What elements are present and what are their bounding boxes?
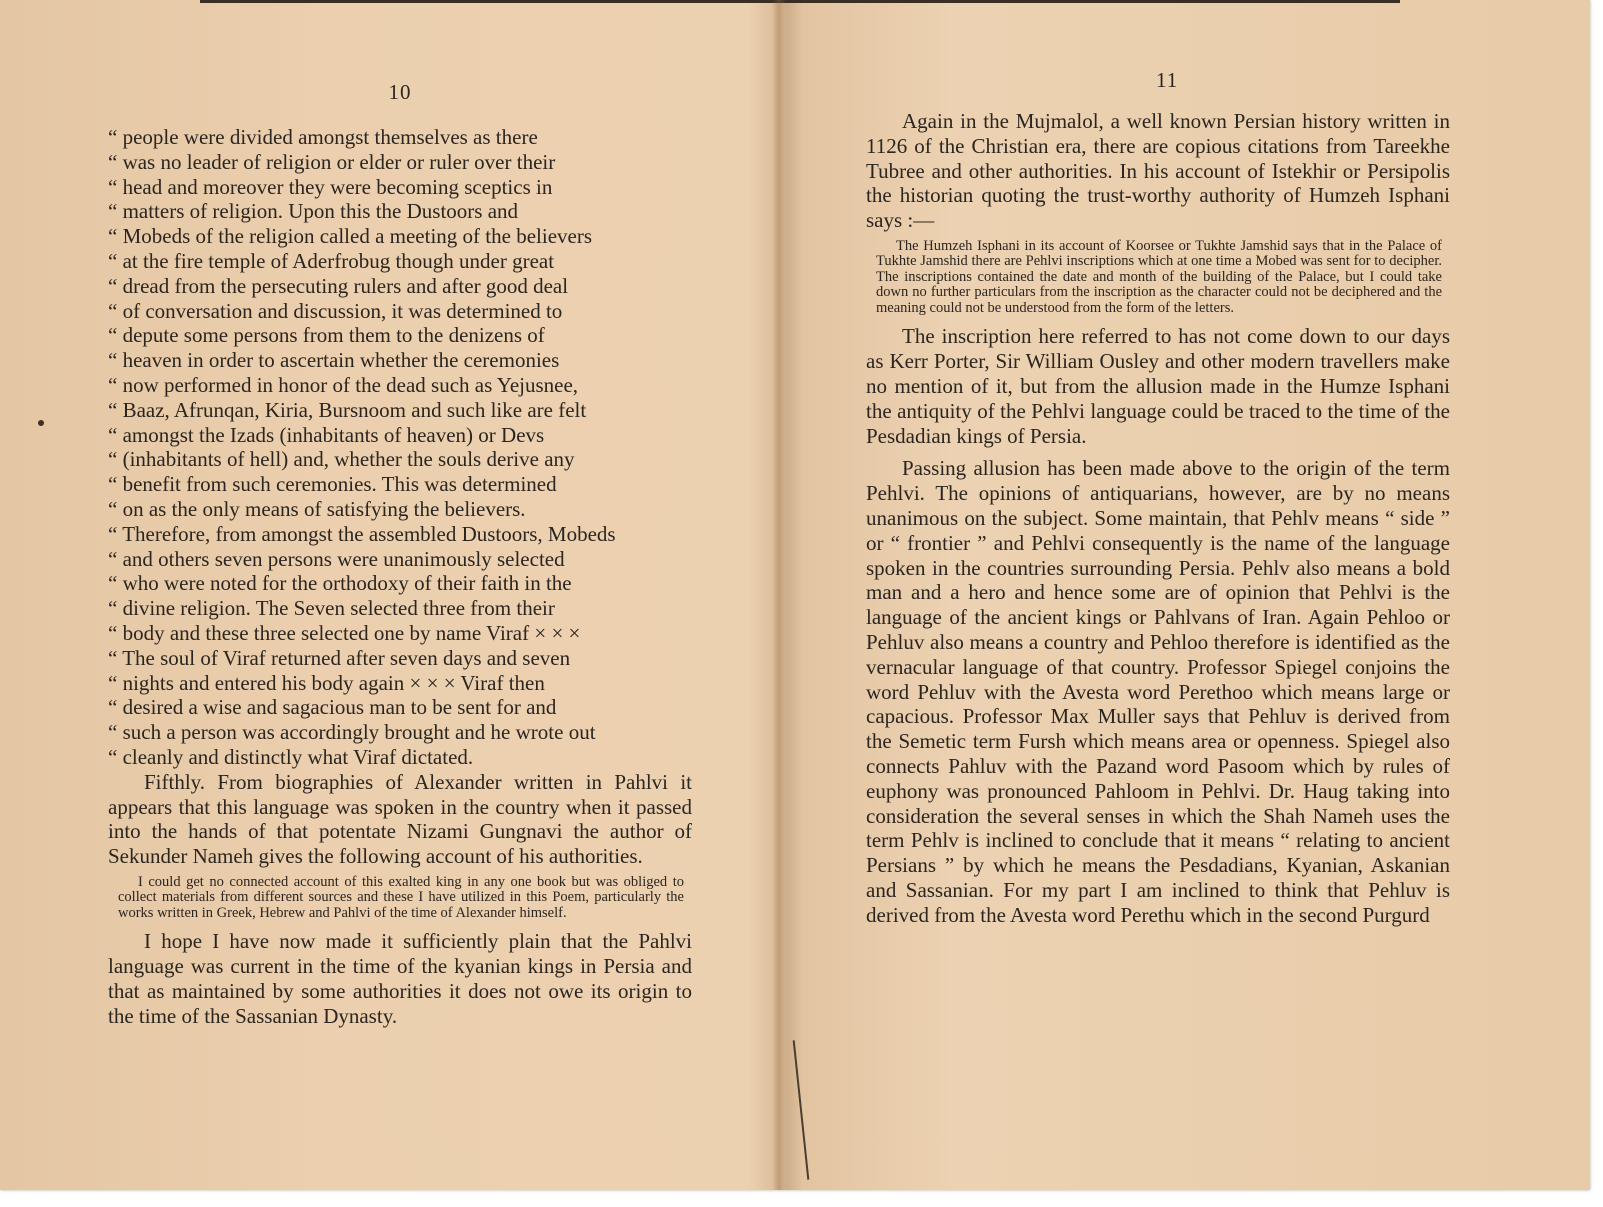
quote-line: “ people were divided amongst themselves as there [108,125,538,149]
quote-line: “ head and moreover they were becoming sceptics in [108,174,553,199]
quote-line: “ of conversation and discussion, it was determined to [108,298,563,323]
quote-line: “ Therefore, from amongst the assembled Dustoors, Mobeds [108,521,616,546]
paragraph: The inscription here referred to has not come down to our days as Kerr Porter, Sir William Ousley and other modern travellers make no mention of it, but from the allusion made in the Humze Isphani the antiquity of the Pehlvi language could be traced to the time of the Pesdadian kings of Persia. [866,324,1450,448]
quote-line: “ desired a wise and sagacious man to be sent for and [108,695,557,720]
quote-line: “ heaven in order to ascertain whether the ceremonies [108,348,560,373]
quote-line: “ was no leader of religion or elder or ruler over their [108,149,556,174]
quote-line: “ cleanly and distinctly what Viraf dictated. [108,744,474,769]
binding-thread [793,1040,810,1179]
footnote: The Humzeh Isphani in its account of Koorsee or Tukhte Jamshid says that in the Palace of Tukhte Jamshid there are Pehlvi inscriptions which at one time a Mobed was sent for to decipher. The inscriptions contained the date and month of the building of the Palace, but I could take down no further particulars from the inscription as the character could not be deciphered and the meaning could not be understood from the form of the letters. [876,237,1442,316]
closing-paragraph: I hope I have now made it sufficiently plain that the Pahlvi language was current in the time of the kyanian kings in Persia and that as maintained by some authorities it does not owe its origin to the time of the Sassanian Dynasty. [108,929,692,1028]
ink-spot [38,420,44,426]
quote-line: “ amongst the Izads (inhabitants of heaven) or Devs [108,422,545,447]
quote-line: “ The soul of Viraf returned after seven days and seven [108,645,571,670]
quote-line: “ at the fire temple of Aderfrobug though under great [108,248,555,273]
quote-line: “ dread from the persecuting rulers and after good deal [108,273,569,298]
top-edge-line [200,0,1400,3]
fifthly-paragraph: Fifthly. From biographies of Alexander written in Pahlvi it appears that this language was spoken in the country when it passed into the hands of that potentate Nizami Gungnavi the author of Sekunder Nameh gives the following account of his authorities. [108,769,692,869]
paragraph: Again in the Mujmalol, a well known Persian history written in 1126 of the Christian era, there are copious citations from Tareekhe Tubree and other authorities. In his account of Istekhir or Persipolis the historian quoting the trust-worthy authority of Humzeh Isphani says :— [866,109,1450,233]
quote-line: “ nights and entered his body again × × × Viraf then [108,670,545,695]
quote-line: “ who were noted for the orthodoxy of their faith in the [108,571,572,596]
quote-line: “ on as the only means of satisfying the believers. [108,496,526,521]
page-number: 11 [1156,68,1179,92]
right-page [866,68,1450,928]
quote-line: “ now performed in honor of the dead such as Yejusnee, [108,372,579,397]
quote-line: “ divine religion. The Seven selected three from their [108,596,555,621]
page-number: 10 [388,80,412,104]
quote-line: “ benefit from such ceremonies. This was determined [108,472,557,497]
quote-line: “ matters of religion. Upon this the Dustoors and [108,199,519,224]
quote-line: “ body and these three selected one by name Viraf × × × [108,620,581,645]
paragraph: Passing allusion has been made above to the origin of the term Pehlvi. The opinions of antiquarians, however, are by no means unanimous on the subject. Some maintain, that Pehlv means “ side ” or “ frontier ” and Pehlvi consequently is the name of the language spoken in the countries surrounding Persia. Pehlv also means a bold man and a hero and hence some are of opinion that Pehlvi is the language of the ancient kings or Pahlvans of Iran. Again Pehloo or Pehluv also means a country and Pehloo therefore is identified as the vernacular language of that country. Professor Spiegel conjoins the word Pehluv with the Avesta word Perethoo which means large or capacious. Professor Max Muller says that Pehluv is derived from the Semetic term Fursh which means area or openness. Spiegel also connects Pahluv with the Pazand word Pasoom which by rules of euphony was pronounced Pahloom in Pehlvi. Dr. Haug taking into consideration the several senses in which the Shah Nameh uses the term Pehlv is inclined to conclude that it means “ relating to ancient Persians ” by which he means the Pesdadians, Kyanian, Askanian and Sassanian. For my part I am inclined to think that Pehluv is derived from the Avesta word Perethu which in the second Purgurd [866,456,1450,927]
left-page [108,80,692,1029]
quote-line: “ Mobeds of the religion called a meeting of the believers [108,224,592,249]
quote-line: “ (inhabitants of hell) and, whether the souls derive any [108,447,575,472]
quote-block [108,125,692,770]
quote-line: “ such a person was accordingly brought and he wrote out [108,720,596,745]
book-gutter [772,0,786,1190]
quote-line: “ and others seven persons were unanimously selected [108,546,565,571]
quote-line: “ depute some persons from them to the denizens of [108,323,545,348]
footnote: I could get no connected account of this exalted king in any one book but was obliged to collect materials from different sources and these I have utilized in this Poem, particularly the works written in Greek, Hebrew and Pahlvi of the time of Alexander himself. [118,873,684,921]
quote-line: “ Baaz, Afrunqan, Kiria, Bursnoom and such like are felt [108,397,587,422]
